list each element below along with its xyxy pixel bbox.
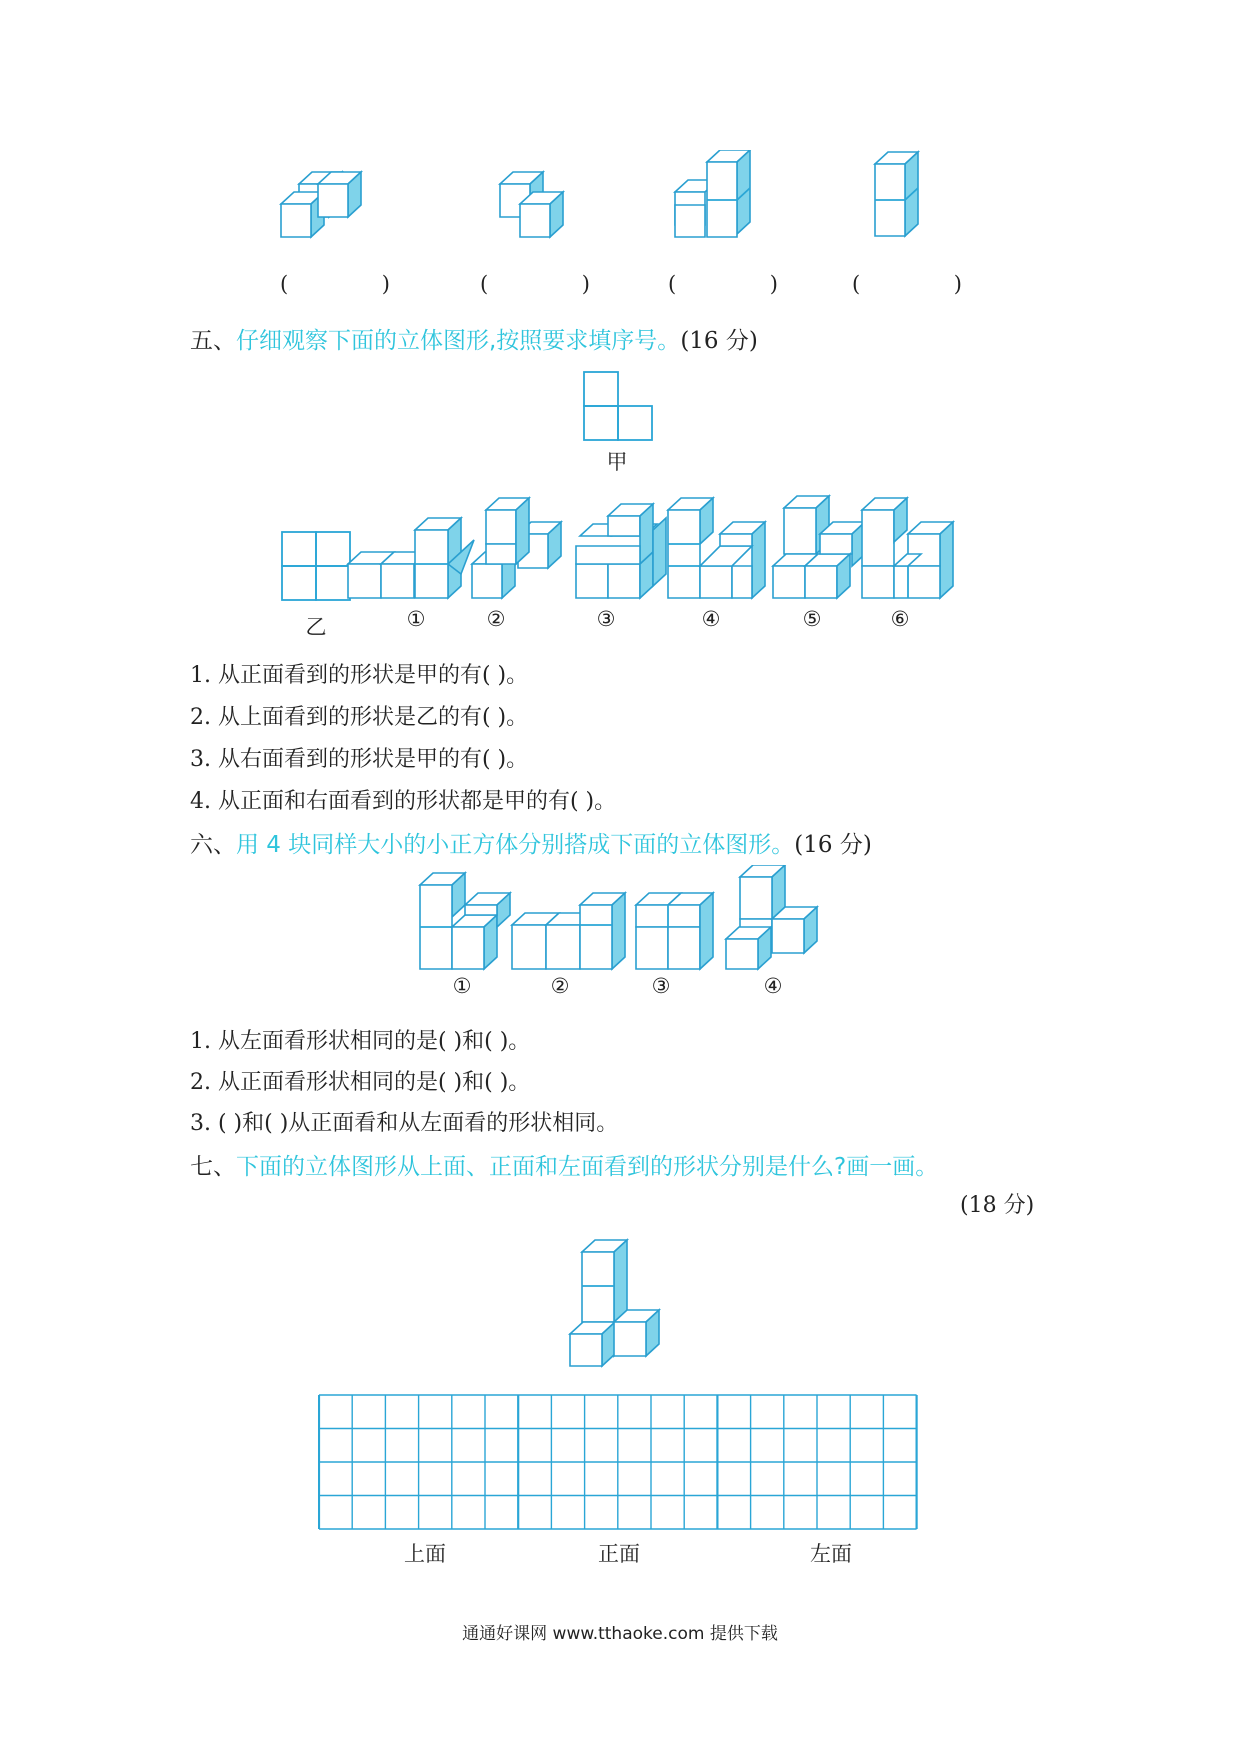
section-7-score: (18 分) [960, 1193, 1035, 1218]
figure-5-4 [668, 498, 765, 598]
figure-5-label-4: ④ [701, 607, 721, 631]
section-7-heading: 七、下面的立体图形从上面、正面和左面看到的形状分别是什么?画一画。 [190, 1154, 939, 1180]
view-yi-label: 乙 [305, 615, 327, 639]
figure-6-label-3: ③ [651, 974, 671, 998]
figure-5-label-3: ③ [596, 607, 616, 631]
section-6-heading: 六、用 4 块同样大小的小正方体分别搭成下面的立体图形。(16 分) [190, 832, 872, 858]
figure-5-label-5: ⑤ [802, 607, 822, 631]
top-figure-4 [875, 152, 918, 236]
figure-6-label-1: ① [452, 974, 472, 998]
section-5-figures [0, 490, 1240, 610]
top-figure-1 [281, 172, 361, 237]
grid-label-front: 正面 [598, 1542, 640, 1566]
figure-6-4 [726, 865, 817, 969]
drawing-grid[interactable] [318, 1394, 922, 1532]
figure-5-6 [862, 498, 953, 598]
view-jia-shape [580, 368, 660, 448]
view-jia-label: 甲 [606, 450, 628, 474]
figure-5-3 [576, 504, 666, 598]
figure-5-5 [773, 496, 865, 598]
answer-blank-3[interactable]: ( ) [668, 272, 778, 296]
section-6-figures [0, 865, 1240, 975]
question-5-1: 1. 从正面看到的形状是甲的有( )。 [190, 663, 529, 688]
figure-6-2 [512, 893, 625, 969]
figure-5-label-2: ② [486, 607, 506, 631]
figure-5-2 [472, 498, 561, 598]
question-5-4: 4. 从正面和右面看到的形状都是甲的有( )。 [190, 789, 617, 814]
figure-5-label-1: ① [406, 607, 426, 631]
top-row-figures [0, 150, 1240, 260]
figure-5-1 [348, 518, 474, 598]
question-6-1: 1. 从左面看形状相同的是( )和( )。 [190, 1029, 531, 1054]
answer-blank-4[interactable]: ( ) [852, 272, 962, 296]
view-yi-shape [282, 532, 350, 600]
question-5-3: 3. 从右面看到的形状是甲的有( )。 [190, 747, 529, 772]
figure-6-label-2: ② [550, 974, 570, 998]
grid-label-top: 上面 [404, 1542, 446, 1566]
figure-6-3 [636, 893, 713, 969]
figure-6-label-4: ④ [763, 974, 783, 998]
answer-blank-1[interactable]: ( ) [280, 272, 390, 296]
answer-blank-2[interactable]: ( ) [480, 272, 590, 296]
question-6-3: 3. ( )和( )从正面看和从左面看的形状相同。 [190, 1111, 619, 1136]
grid-label-left: 左面 [810, 1542, 852, 1566]
question-6-2: 2. 从正面看形状相同的是( )和( )。 [190, 1070, 531, 1095]
top-figure-2 [500, 172, 563, 237]
figure-6-1 [420, 873, 510, 969]
footer-credit: 通通好课网 www.tthaoke.com 提供下载 [462, 1624, 778, 1644]
top-figure-3 [675, 150, 750, 237]
figure-5-label-6: ⑥ [890, 607, 910, 631]
question-5-2: 2. 从上面看到的形状是乙的有( )。 [190, 705, 529, 730]
section-7-figure [560, 1236, 690, 1376]
section-5-heading: 五、仔细观察下面的立体图形,按照要求填序号。(16 分) [190, 328, 758, 354]
